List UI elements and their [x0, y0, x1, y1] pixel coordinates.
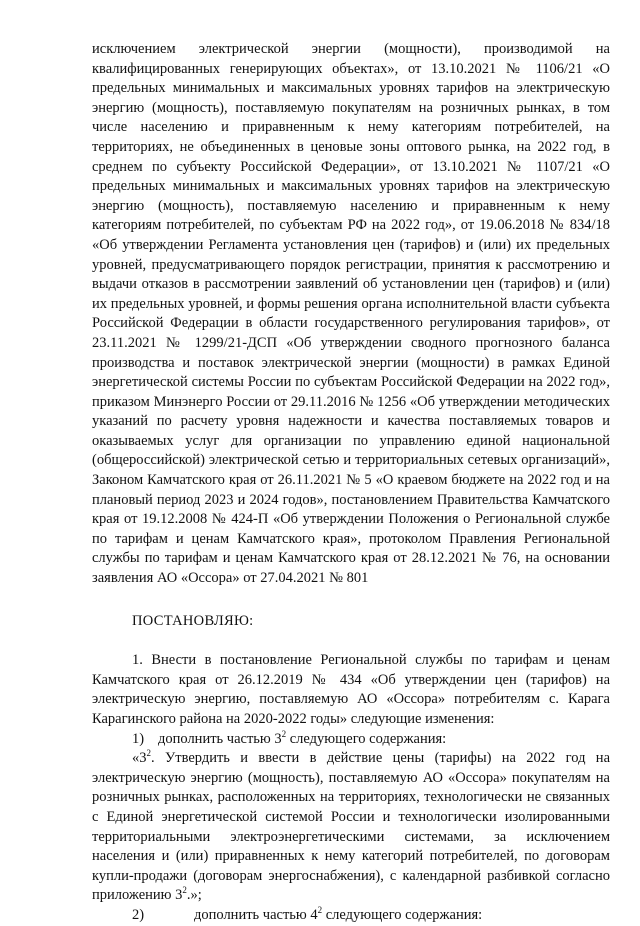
quote-body: . Утвердить и ввести в действие цены (тарифы) на 2022 год на электрическую энергию (мощность), поставляемую АО «Оссора» покупателям на розничных рынках, расположенных на территориях, технологически не связанных с Единой энергетической системой России и технологически изолированными территориальными электроэнергетическими системами, за исключением населения и (или) приравненных к нему категорий потребителей, по договорам купли-продажи (договорам энергоснабжения), с календарной разбивкой согласно приложению 3 [92, 750, 610, 904]
sub-item-1-number: 1) [132, 730, 145, 747]
quote-end: .»; [186, 887, 202, 904]
sub-item-1-text-end: следующего содержания: [286, 730, 447, 747]
quote-superscript: 2 [146, 748, 151, 759]
sub-item-1-text: дополнить частью 3 [158, 730, 282, 747]
sub-item-1 [92, 730, 610, 750]
sub-item-1-superscript: 2 [281, 728, 287, 739]
sub-item-2 [92, 906, 610, 926]
sub-item-2-superscript: 2 [317, 905, 323, 916]
sub-item-2-number: 2) [132, 906, 145, 923]
sub-item-2-text-end: следующего содержания: [322, 906, 483, 923]
item-1-paragraph: 1. Внести в постановление Региональной службы по тарифам и ценам Камчатского края от 26.12.2019 № 434 «Об утверждении цен (тарифов) на электрическую энергию, поставляемую АО «Оссора» потребителям с. Карага Карагинского района на 2020-2022 годы» следующие изменения: [92, 652, 610, 727]
document-page [92, 40, 610, 926]
sub-item-2-text: дополнить частью 4 [194, 906, 318, 923]
intro-paragraph: исключением электрической энергии (мощности), производимой на квалифицированных генерирующих объектах», от 13.10.2021 № 1106/21 «О предельных минимальных и максимальных уровнях тарифов на электрическую энергию (мощность), поставляемую покупателям на розничных рынках, в том числе населению и приравненным к нему категориям потребителей, на территориях, не объединенных в ценовые зоны оптового рынка, на 2022 год, в среднем по субъекту Российской Федерации», от 13.10.2021 № 1107/21 «О предельных минимальных и максимальных уровнях тарифов на электрическую энергию (мощность), поставляемую населению и приравненным к нему категориям потребителей, по субъектам РФ на 2022 год», от 19.06.2018 № 834/18 «Об утверждении Регламента установления цен (тарифов) и (или) их предельных уровней, предусматривающего порядок регистрации, принятия к рассмотрению и выдачи отказов в рассмотрении заявлений об установлении цен (тарифов) и (или) их предельных уровней, и формы решения органа исполнительной власти субъекта Российской Федерации в области государственного регулирования тарифов», от 23.11.2021 № 1299/21-ДСП «Об утверждении сводного прогнозного баланса производства и поставок электрической энергии (мощности) в рамках Единой энергетической системы России по субъектам Российской Федерации на 2022 год», приказом Минэнерго России от 29.11.2016 № 1256 «Об утверждении методических указаний по расчету уровня надежности и качества поставляемых товаров и оказываемых услуг для организации по управлению единой национальной (общероссийской) электрической сетью и территориальных сетевых организаций», Законом Камчатского края от 26.11.2021 № 5 «О краевом бюджете на 2022 год и на плановый период 2023 и 2024 годов», постановлением Правительства Камчатского края от 19.12.2008 № 424-П «Об утверждении Положения о Региональной службе по тарифам и ценам Камчатского края», протоколом Правления Региональной службы по тарифам и ценам Камчатского края от 28.12.2021 № 76, на основании заявления АО «Оссора» от 27.04.2021 № 801 [92, 41, 610, 587]
resolution-heading: ПОСТАНОВЛЯЮ: [132, 612, 254, 629]
quote-end-superscript: 2 [182, 885, 187, 896]
quoted-part-3-2 [92, 749, 610, 906]
quote-start: «3 [132, 750, 147, 767]
